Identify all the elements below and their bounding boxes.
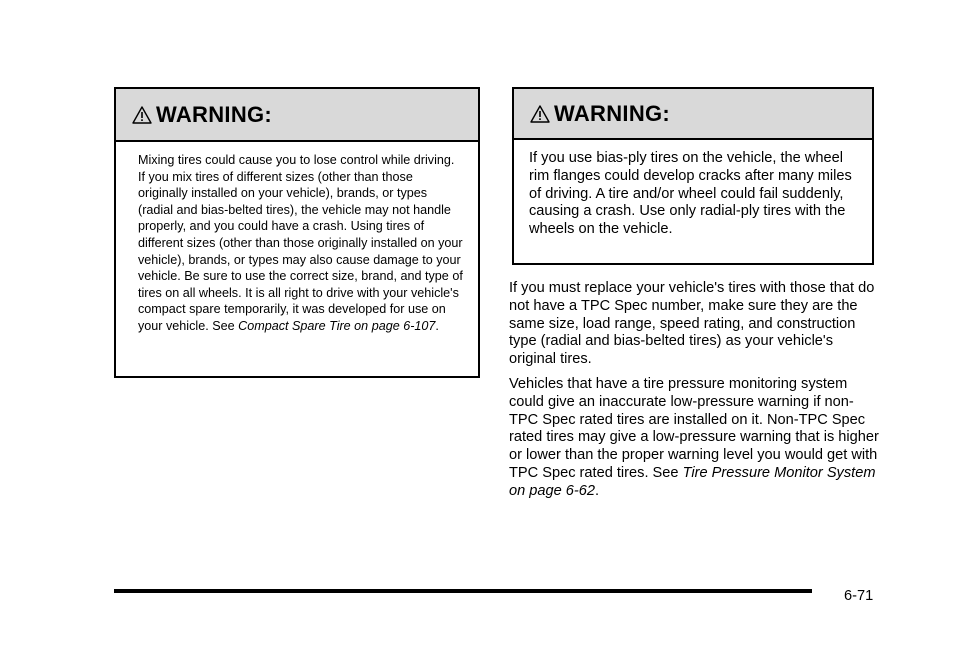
body-paragraph-tpc-spec xyxy=(509,280,879,369)
warning-text: If you use bias-ply tires on the vehicle, the wheel rim flanges could develop cracks after many miles of driving. A tire and/or wheel could fail suddenly, causing a crash. Use only radial-ply tires with the wheels on the vehicle. xyxy=(529,150,852,238)
paragraph-text: Vehicles that have a tire pressure monitoring system could give an inaccurate low-pressure warning if non-TPC Spec rated tires are installed on it. Non-TPC Spec rated tires may give a low-pressure warning that is higher or lower than the proper warning level you would get with TPC Spec rated tires. See xyxy=(509,376,879,481)
warning-body xyxy=(116,142,478,335)
warning-text-tail: . xyxy=(435,318,439,333)
paragraph-text-tail: . xyxy=(595,482,600,499)
warning-triangle-icon xyxy=(132,106,152,124)
footer-rule xyxy=(114,589,812,593)
warning-box-mixing-tires xyxy=(114,87,480,378)
paragraph-text: If you must replace your vehicle's tires with those that do not have a TPC Spec number, make sure they are the same size, load range, speed rating, and construction type (radial and bias-belted tires) as your vehicle's original tires. xyxy=(509,280,875,368)
cross-reference-link[interactable]: Tire Pressure Monitor System on page 6-62 xyxy=(509,464,876,499)
warning-triangle-icon xyxy=(530,105,550,123)
warning-text: Mixing tires could cause you to lose control while driving. If you mix tires of different sizes (other than those originally installed on your vehicle), brands, or types (radial and bias-belted tires), the vehicle may not handle properly, and you could have a crash. Using tires of different sizes (other than those originally installed on your vehicle), brands, or types may also cause damage to your vehicle. Be sure to use the correct size, brand, and type of tires on all wheels. It is all right to drive with your vehicle's compact spare temporarily, it was developed for use on your vehicle. See xyxy=(138,153,463,333)
body-paragraph-pressure-monitor xyxy=(509,376,879,501)
warning-box-bias-ply xyxy=(512,87,874,265)
page-number: 6-71 xyxy=(844,588,874,604)
warning-title: WARNING: xyxy=(156,101,273,127)
warning-header xyxy=(514,89,872,140)
warning-header xyxy=(116,89,478,142)
cross-reference-link[interactable]: Compact Spare Tire on page 6-107 xyxy=(238,318,436,333)
warning-body xyxy=(514,140,872,239)
warning-title: WARNING: xyxy=(554,100,671,126)
